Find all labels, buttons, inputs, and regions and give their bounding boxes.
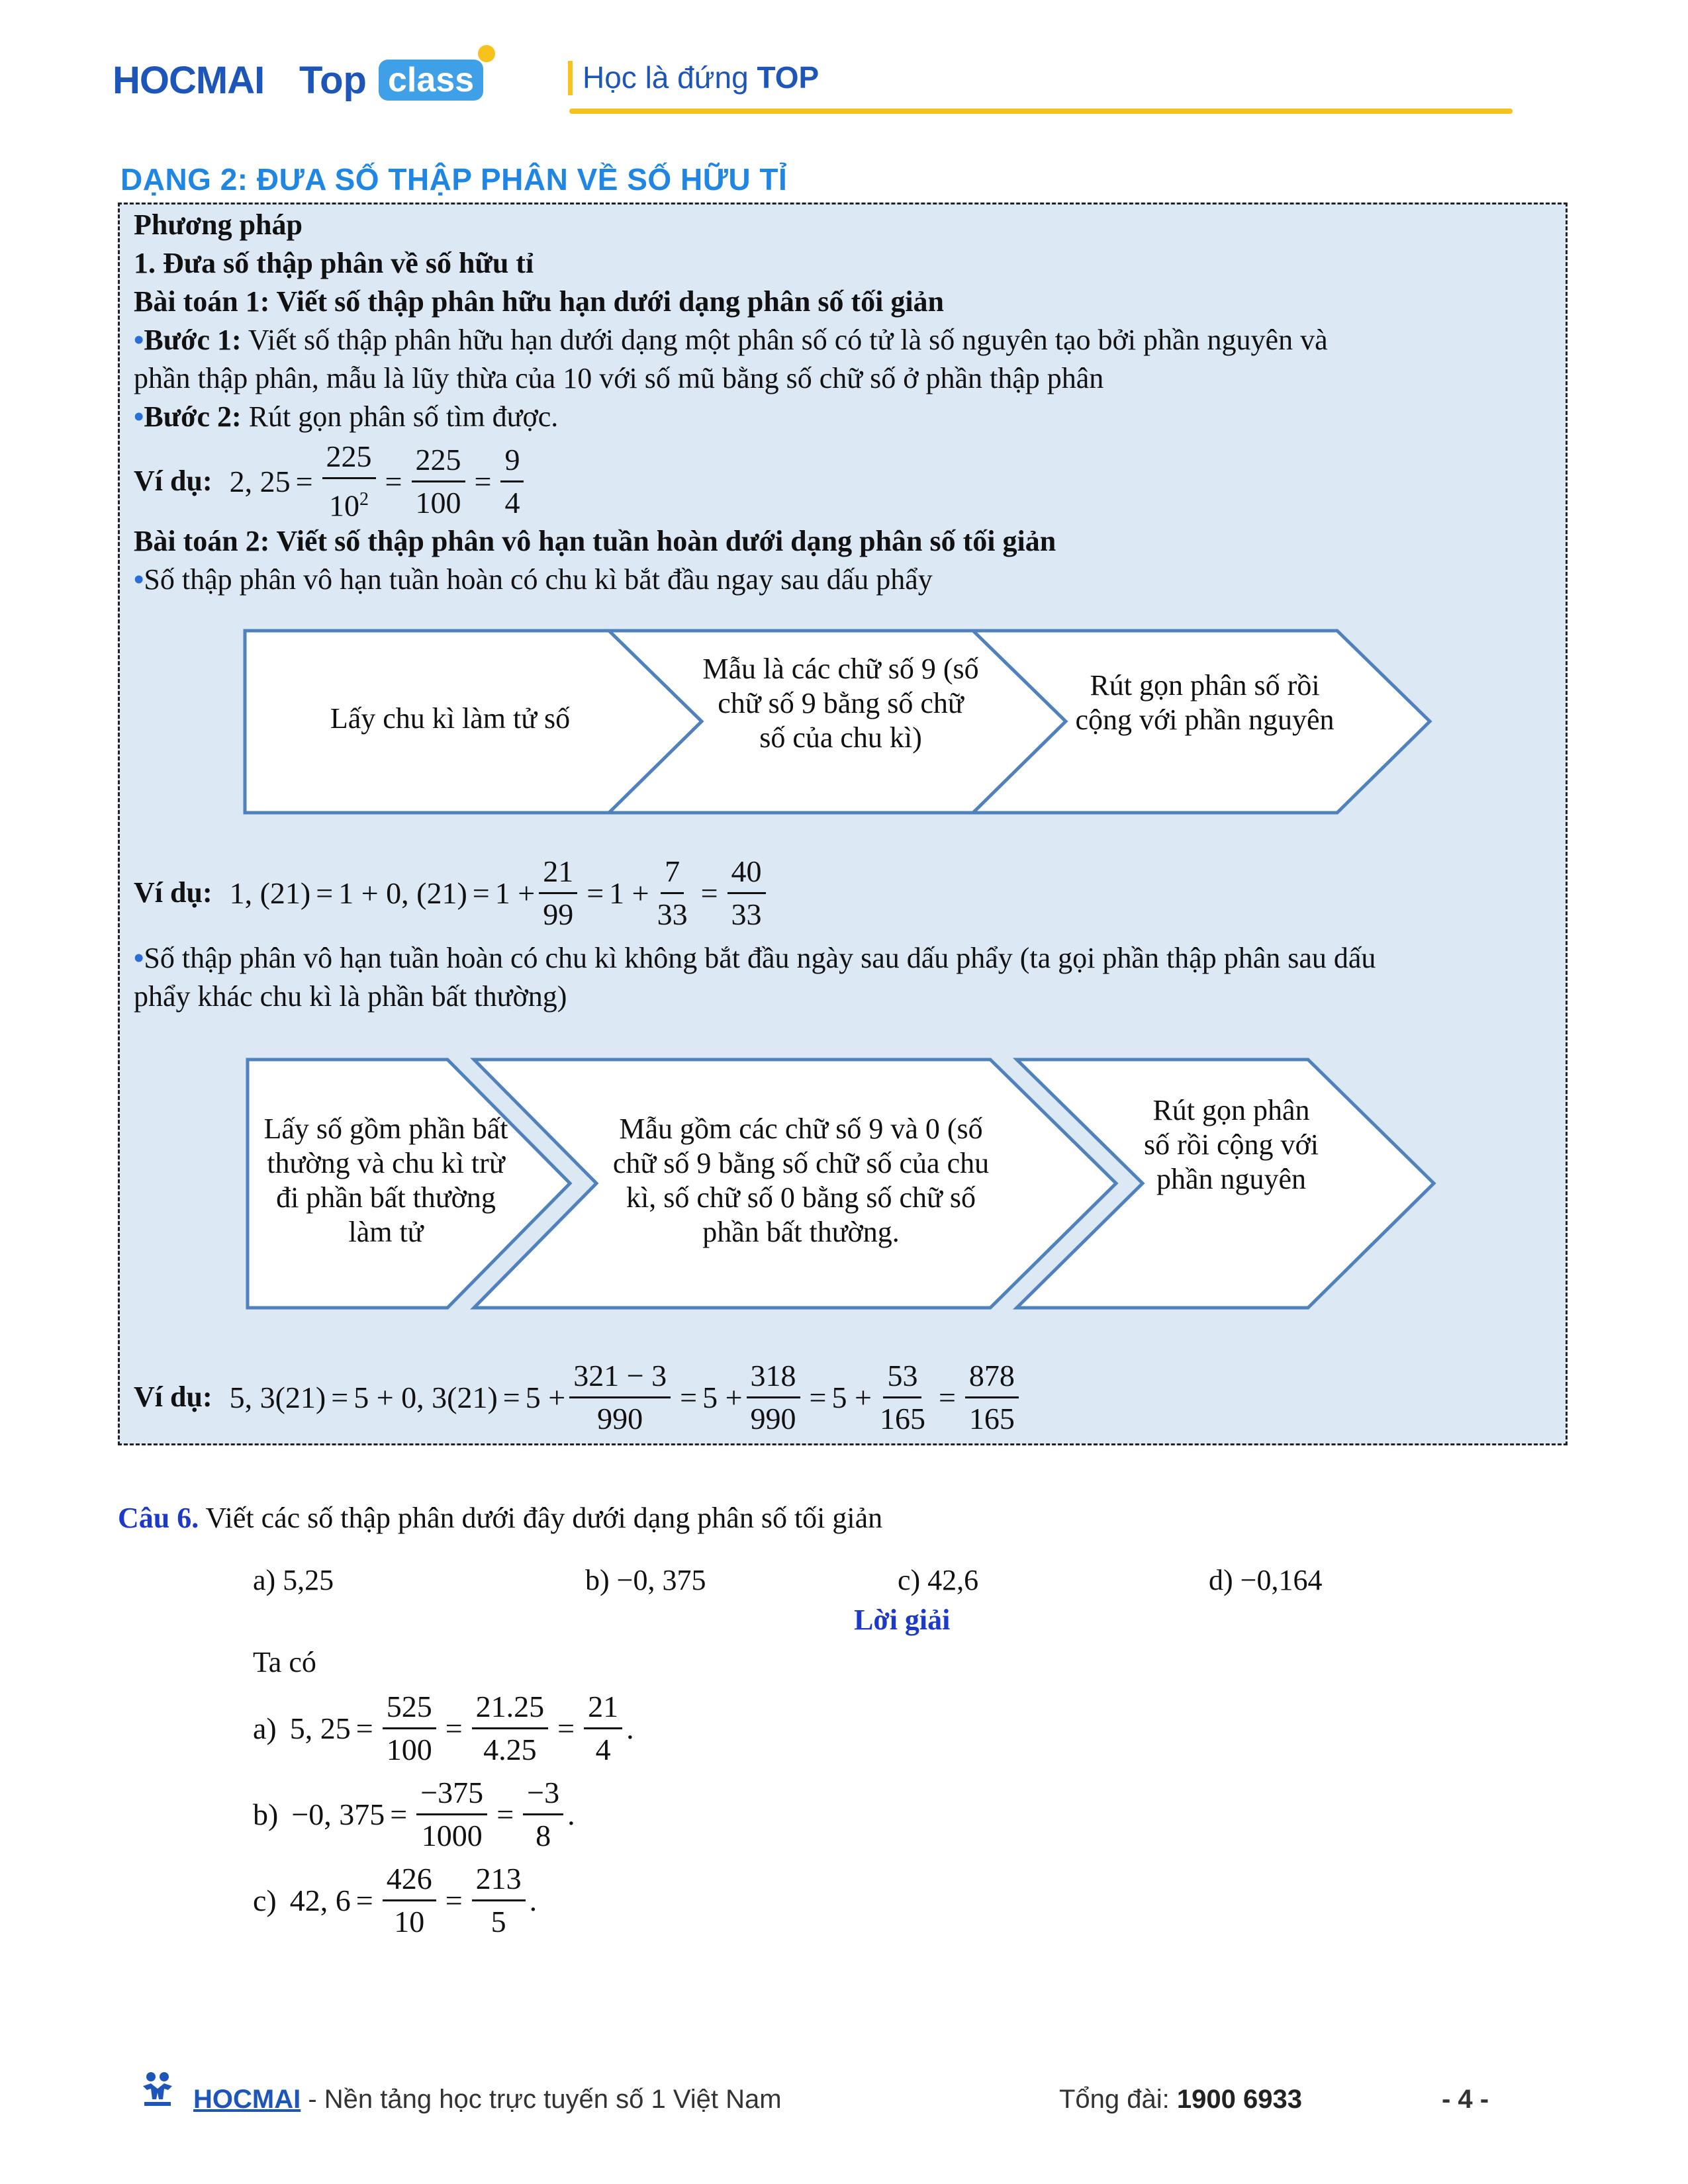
brand-logo-top: Top: [299, 59, 367, 102]
sol-c-lhs: 42, 6: [289, 1883, 351, 1917]
header-underline: [569, 109, 1513, 114]
brand-logo-class: class: [379, 60, 483, 101]
slogan-prefix: Học là đứng: [583, 60, 749, 95]
method-heading: Phương pháp: [134, 208, 303, 241]
ex3-lhs: 5, 3(21): [229, 1380, 326, 1414]
step2: [134, 398, 558, 435]
bullet-a-text: Số thập phân vô hạn tuần hoàn có chu kì bắt đầu ngay sau dấu phẩy: [144, 563, 933, 596]
step2-label: Bước 2:: [144, 400, 242, 433]
bullet-b-text: Số thập phân vô hạn tuần hoàn có chu kì không bắt đầu ngày sau dấu phẩy (ta gọi phần thập phân sau dấu: [144, 942, 1376, 974]
problem1-title: Bài toán 1: Viết số thập phân hữu hạn dưới dạng phân số tối giản: [134, 285, 945, 318]
solution-b: b) −0, 375 = $\frac{-375}{1000}$ = $\frac{-3}{8}$ .: [253, 1771, 575, 1857]
solution-a: a) 5, 25 = $\frac{525}{100}$ = $\frac{21.25}{4.25}$ = $\frac{21}{4}$ .: [253, 1685, 634, 1771]
ex1-frac2: $\frac{225}{100}$: [412, 441, 465, 522]
brand-logo-text: HOCMAI: [113, 59, 265, 102]
method-sub1-text: 1. Đưa số thập phân về số hữu tỉ: [134, 247, 534, 279]
sol-b-frac2: $\frac{-3}{8}$: [523, 1774, 563, 1855]
ex2-mid: 1 + 0, (21): [338, 876, 467, 910]
footer-tagline: [193, 2085, 782, 2115]
example2: Ví dụ: 1, (21) = 1 + 0, (21) = 1 + $\frac{21}{99}$ = 1 + $\frac{7}{33}$ = $\frac{40}{33}$: [134, 850, 770, 936]
example3: Ví dụ: 5, 3(21) = 5 + 0, 3(21) = 5 + $\frac{321 - 3}{990}$ = 5 + $\frac{318}{990}$ = 5 + $\frac{53}{165}$ = $\frac{878}{165}$: [134, 1354, 1023, 1440]
step1-cont: phần thập phân, mẫu là lũy thừa của 10 với số mũ bằng số chữ số ở phần thập phân: [134, 362, 1104, 394]
example2-label: Ví dụ:: [134, 876, 212, 909]
bullet-icon: •: [134, 942, 144, 974]
sol-a-label: a): [253, 1711, 277, 1745]
solution-title: Lời giải: [854, 1604, 951, 1636]
ex2-frac2: $\frac{7}{33}$: [653, 852, 692, 934]
ex3-frac3: $\frac{53}{165}$: [876, 1357, 929, 1438]
step1-label: Bước 1:: [144, 324, 242, 356]
solution-intro: Ta có: [253, 1646, 316, 1678]
ex2-frac3: $\frac{40}{33}$: [727, 852, 766, 934]
ex3-p3: 5 +: [831, 1380, 872, 1414]
bullet-icon: •: [134, 400, 144, 433]
bullet-icon: •: [134, 324, 144, 356]
ex3-p1: 5 +: [525, 1380, 566, 1414]
question-6: [118, 1500, 882, 1537]
ex3-frac4: $\frac{878}{165}$: [965, 1357, 1019, 1438]
slogan-bold: TOP: [757, 60, 820, 95]
sol-a-frac3: $\frac{21}{4}$: [584, 1688, 622, 1769]
example1: Ví dụ: 2, 25 = $\frac{225}{10^2}$ = $\frac{225}{100}$ = $\frac{9}{4}$: [134, 438, 528, 524]
option-d: d) −0,164: [1209, 1564, 1323, 1596]
flow1-step2: Mẫu là các chữ số 9 (số chữ số 9 bằng số chữ số của chu kì): [702, 653, 979, 754]
flow2-step1: Lấy số gồm phần bất thường và chu kì trừ đi phần bất thường làm tử: [263, 1113, 508, 1248]
ex3-frac2: $\frac{318}{990}$: [747, 1357, 800, 1438]
example3-label: Ví dụ:: [134, 1381, 212, 1413]
flow2-step2: Mẫu gồm các chữ số 9 và 0 (số chữ số 9 bằng số chữ số của chu kì, số chữ số 0 bằng số chữ số phần bất thường.: [612, 1113, 990, 1248]
example1-label: Ví dụ:: [134, 465, 212, 497]
flow1-step3: Rút gọn phân số rồi cộng với phần nguyên: [1075, 669, 1335, 736]
bullet-b: [134, 940, 1376, 977]
sol-a-frac2: $\frac{21.25}{4.25}$: [472, 1688, 549, 1769]
bullet-icon: •: [134, 563, 144, 596]
ex1-frac3: $\frac{9}{4}$: [500, 441, 524, 522]
hocmai-people-icon: [138, 2069, 177, 2109]
brand-star-icon: [478, 45, 495, 62]
step1-text: Viết số thập phân hữu hạn dưới dạng một phân số có tử là số nguyên tạo bởi phần nguyên và: [241, 324, 1328, 356]
ex2-p2: 1 +: [609, 876, 649, 910]
option-a: a) 5,25: [253, 1564, 334, 1596]
sol-b-lhs: −0, 375: [291, 1797, 385, 1831]
sol-c-label: c): [253, 1883, 277, 1917]
problem2-title: Bài toán 2: Viết số thập phân vô hạn tuần hoàn dưới dạng phân số tối giản: [134, 525, 1056, 557]
flow2-step3: Rút gọn phân số rồi cộng với phần nguyên: [1143, 1094, 1319, 1195]
hotline-number: 1900 6933: [1176, 2085, 1302, 2114]
section-title: DẠNG 2: ĐƯA SỐ THẬP PHÂN VỀ SỐ HỮU TỈ: [120, 162, 788, 197]
sol-b-label: b): [253, 1797, 279, 1831]
flow1-step1: Lấy chu kì làm tử số: [330, 702, 571, 735]
footer-hotline: [1059, 2085, 1302, 2115]
bullet-a: [134, 561, 933, 598]
sol-a-frac1: $\frac{525}{100}$: [383, 1688, 436, 1769]
sol-b-frac1: $\frac{-375}{1000}$: [416, 1774, 487, 1855]
step2-text: Rút gọn phân số tìm được.: [241, 400, 559, 433]
bullet-b-cont: phẩy khác chu kì là phần bất thường): [134, 980, 567, 1013]
question-text: Viết các số thập phân dưới đây dưới dạng phân số tối giản: [199, 1502, 883, 1534]
sol-c-frac2: $\frac{213}{5}$: [472, 1860, 526, 1941]
page-number: - 4 -: [1442, 2085, 1489, 2114]
footer-tagline-text: - Nền tảng học trực tuyến số 1 Việt Nam: [301, 2085, 782, 2114]
ex2-p1: 1 +: [494, 876, 536, 910]
header-slogan: [583, 60, 819, 95]
step1: [134, 322, 1328, 359]
header-divider: [568, 61, 573, 95]
ex3-p2: 5 +: [702, 1380, 743, 1414]
question-label: Câu 6.: [118, 1502, 199, 1534]
option-c: c) 42,6: [898, 1564, 979, 1596]
sol-c-frac1: $\frac{426}{10}$: [383, 1860, 436, 1941]
ex3-frac1: $\frac{321 - 3}{990}$: [569, 1357, 671, 1438]
footer-brand-link[interactable]: HOCMAI: [193, 2085, 301, 2114]
ex3-mid: 5 + 0, 3(21): [353, 1380, 498, 1414]
ex2-frac1: $\frac{21}{99}$: [539, 852, 577, 934]
ex2-lhs: 1, (21): [229, 876, 311, 910]
option-b: b) −0, 375: [585, 1564, 706, 1596]
hotline-label: Tổng đài:: [1059, 2085, 1177, 2114]
sol-a-lhs: 5, 25: [289, 1711, 351, 1745]
solution-c: c) 42, 6 = $\frac{426}{10}$ = $\frac{213}{5}$ .: [253, 1857, 537, 1943]
method-sub1: [134, 245, 534, 282]
ex1-lhs: 2, 25: [229, 464, 291, 498]
ex1-frac1: $\frac{225}{10^2}$: [322, 437, 376, 525]
